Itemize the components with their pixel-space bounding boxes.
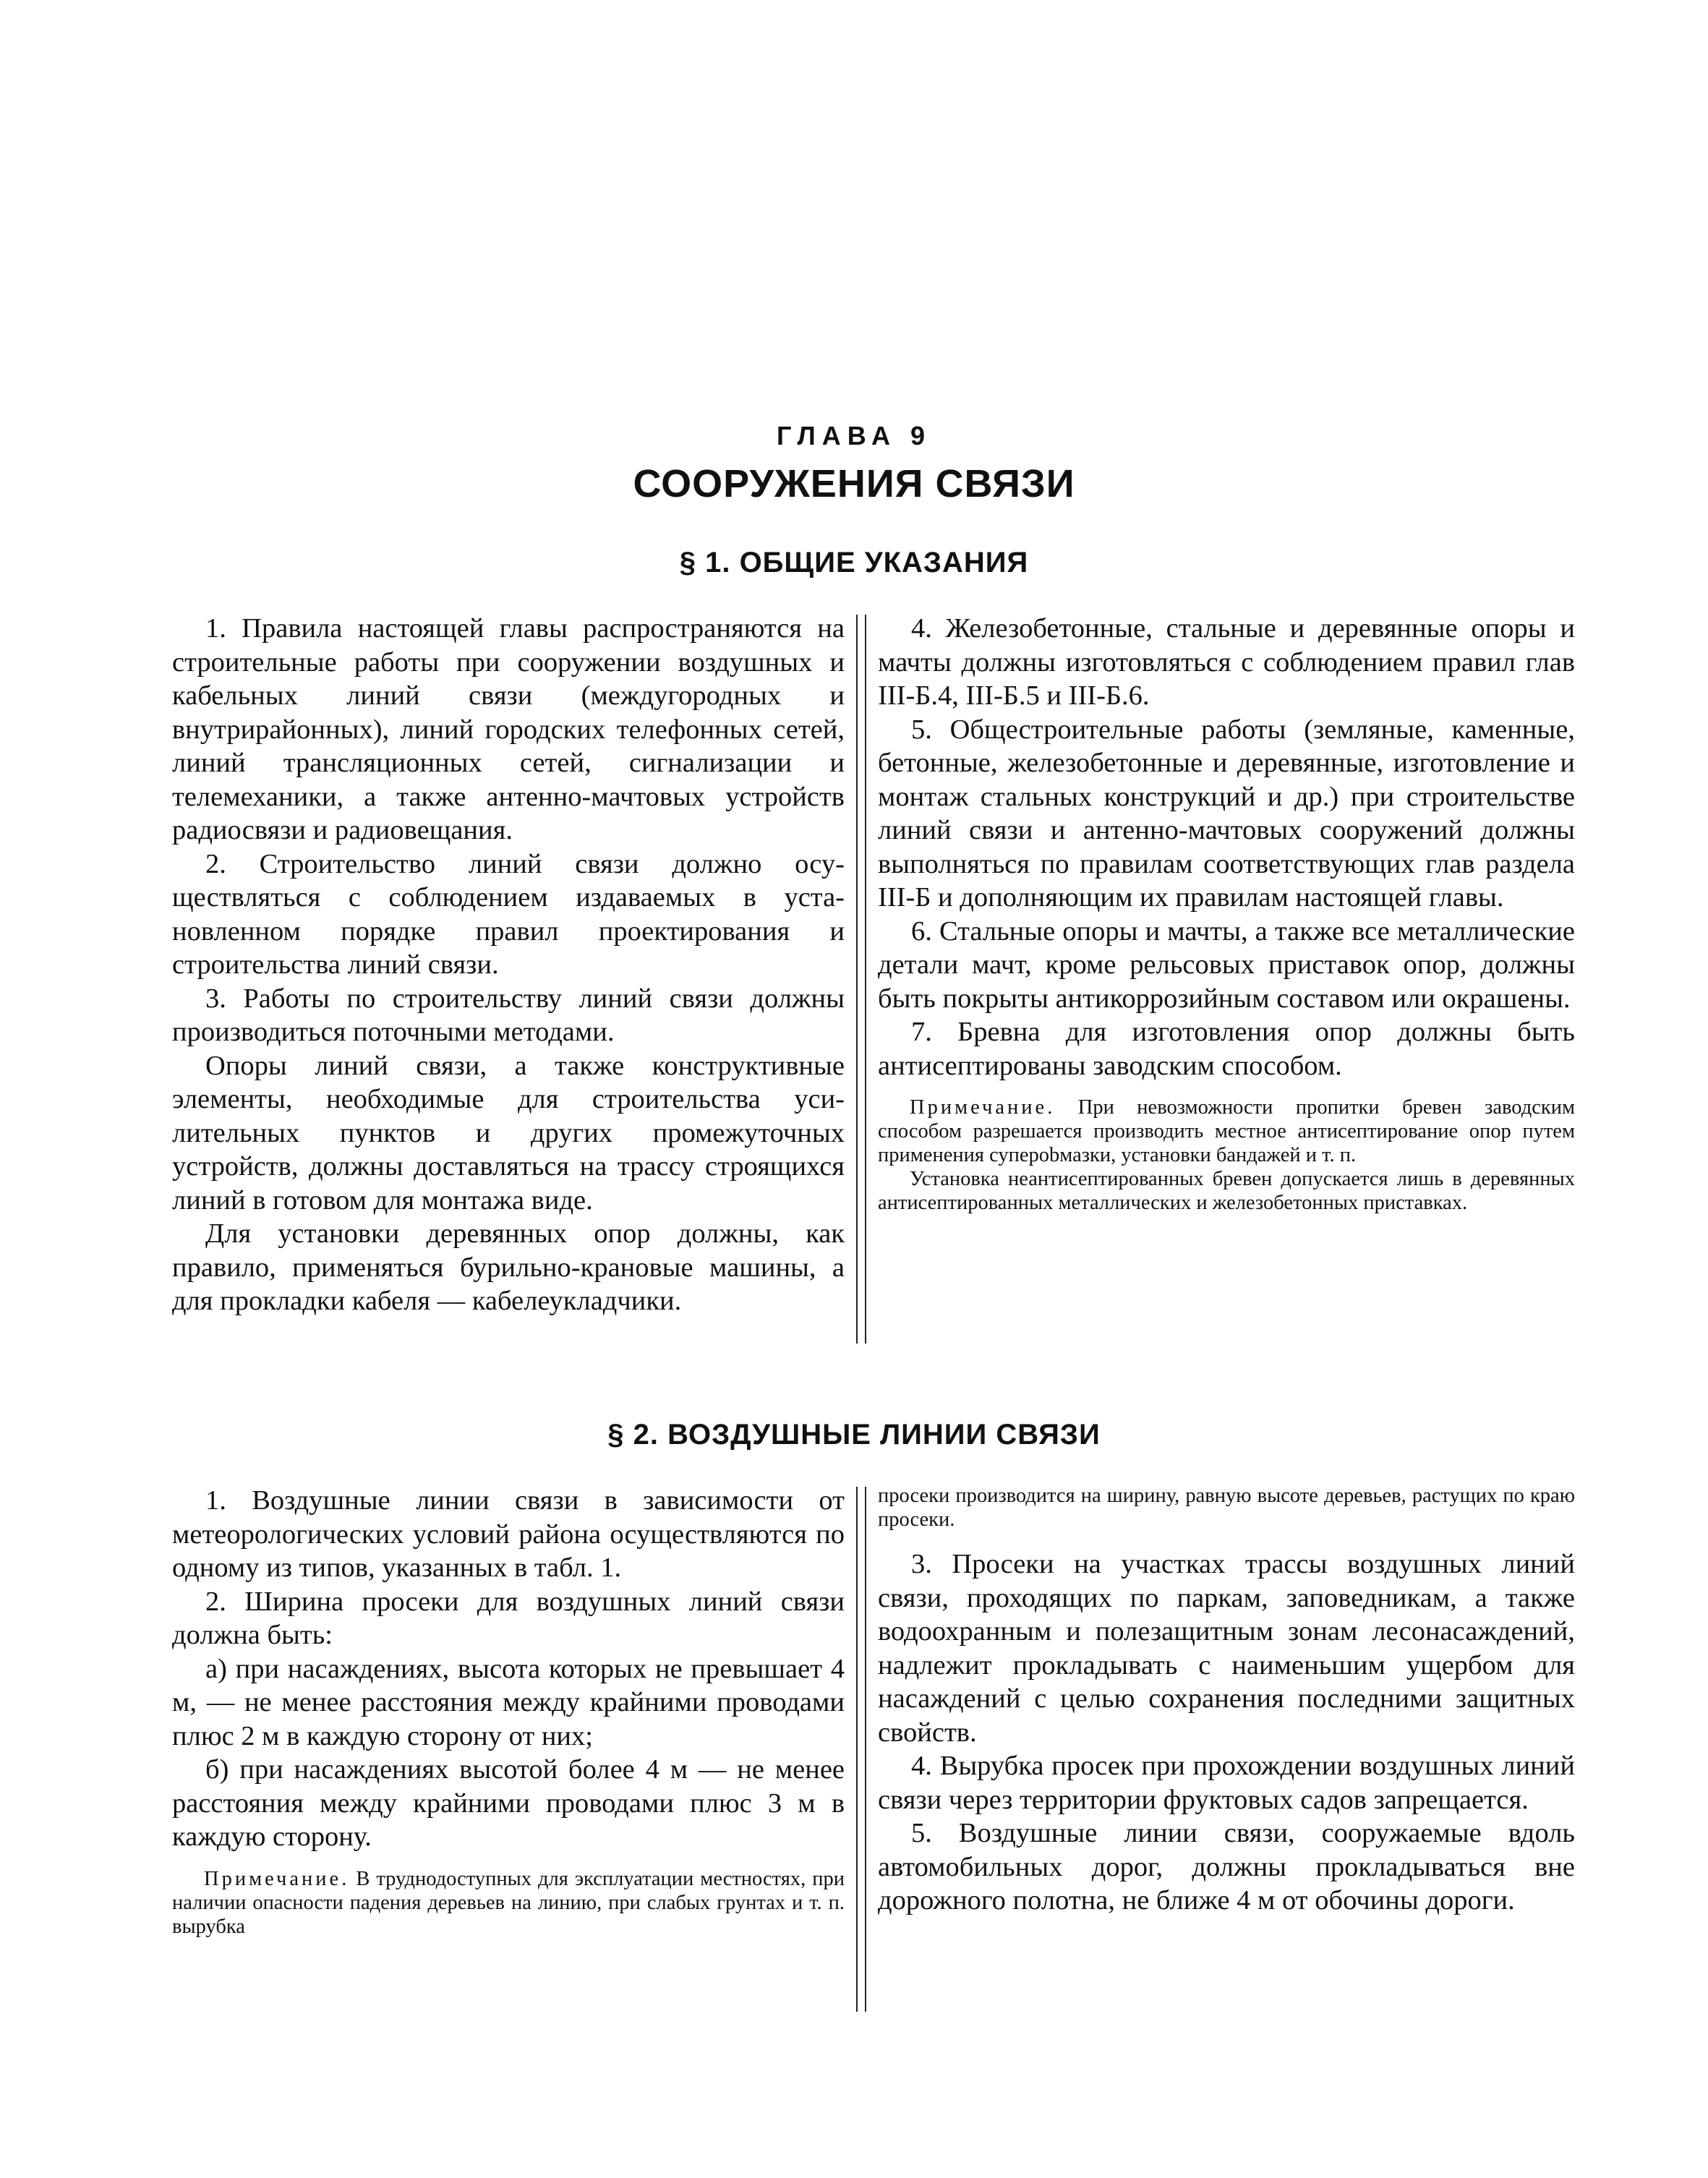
paragraph: 4. Вырубка просек при прохождении воздушных линий связи через территории фруктовых садов запрещается. — [878, 1751, 1575, 1815]
paragraph: 2. Строительство линий связи должно осуществляться с соблюдением издаваемых в установленном порядке правил проектирования и строительства линий связи. — [172, 848, 845, 980]
chapter-title: СООРУЖЕНИЯ СВЯЗИ — [633, 462, 1075, 505]
paragraph: Опоры линий связи, а также конструктивные элементы, необходимые для строительства усилительных пунктов и других промежуточных устройств, должны доставляться на трассу строящихся линий в готовом для монтажа виде. — [172, 1050, 845, 1216]
section-1-right-column — [878, 612, 1575, 1215]
paragraph: 5. Общестроительные работы (земляные, каменные, бетонные, железобетонные и деревянные, изготовление и монтаж стальных конструкций и др.) при строительстве линий связи и антенно-мачтовых сооружений должны выполняться по правилам соответствующих глав раздела III-Б и дополняющим их правилам настоящей главы. — [878, 714, 1575, 913]
note-continuation: просеки производится на ширину, равную высоте деревьев, растущих по краю просеки. — [878, 1485, 1575, 1531]
paragraph: 4. Железобетонные, стальные и деревянные опоры и мачты должны изготовляться с соблюдением правил глав III-Б.4, III-Б.5 и III-Б.6. — [878, 613, 1575, 711]
column-divider — [856, 615, 866, 1344]
paragraph: 3. Просеки на участках трассы воздушных линий связи, проходящих по паркам, заповедникам, а также водоохранным и полезащитным зонам лесонасаждений, надлежит прокладывать с наименьшим ущербом для насаждений с целью сохранения последними защитных свойств. — [878, 1549, 1575, 1748]
section-2-left-column — [172, 1484, 845, 1939]
note-continuation: Установка неантисептированных бревен допускается лишь в деревянных антисептированных металлических и железобетонных приставках. — [878, 1168, 1575, 1214]
section-2-heading: § 2. ВОЗДУШНЫЕ ЛИНИИ СВЯЗИ — [607, 1419, 1101, 1451]
section-1-heading: § 1. ОБЩИЕ УКАЗАНИЯ — [679, 547, 1029, 578]
paragraph: 7. Бревна для изготовления опор должны быть антисептированы заводским способом. — [878, 1017, 1575, 1081]
paragraph: 5. Воздушные линии связи, сооружаемые вдоль автомобильных дорог, должны прокладываться вне дорожного полотна, не ближе 4 м от обочины дороги. — [878, 1818, 1575, 1916]
paragraph: 1. Воздушные линии связи в зависимости от метеорологических условий района осуществляются по одному из типов, указанных в табл. 1. — [172, 1485, 845, 1583]
paragraph: 1. Правила настоящей главы распространяются на строительные работы при сооружении воздушных и кабельных линий связи (междугородных и внутрирайонных), линий городских телефонных сетей, линий трансляционных сетей, сигнализации и телемеханики, а также антенно-мачтовых устройств радиосвязи и радиовещания. — [172, 613, 845, 845]
paragraph: 6. Стальные опоры и мачты, а также все металлические детали мачт, кроме рельсовых приставок опор, должны быть покрыты антикоррозийным составом или окрашены. — [878, 915, 1575, 1014]
section-1-left-column — [172, 612, 845, 1318]
paragraph: Для установки деревянных опор должны, как правило, применяться бурильно-крановые машины, а для прокладки кабеля — кабелеукладчики. — [172, 1218, 845, 1316]
section-2-right-column — [878, 1484, 1575, 1918]
paragraph: 3. Работы по строительству линий связи должны производиться поточными методами. — [172, 983, 845, 1047]
note-label: Примечание. — [910, 1096, 1056, 1119]
column-divider — [856, 1487, 866, 2012]
paragraph: а) при насаждениях, высота которых не превышает 4 м, — не менее расстояния между крайними проводами плюс 2 м в каждую сторону от них; — [172, 1653, 845, 1751]
paragraph: 2. Ширина просеки для воздушных линий связи должна быть: — [172, 1586, 845, 1650]
note-text: В труднодоступных для эксплуатации местностях, при наличии опасности падения деревьев на линию, при слабых грунтах и т. п. вырубка — [172, 1867, 845, 1938]
note-label: Примечание. — [204, 1867, 350, 1890]
note — [172, 1867, 845, 1939]
note-text: При невозможности пропитки бревен заводским способом разрешается производить местное антисептирование опор путем применения суперobмазки, установки бандажей и т. п. — [878, 1096, 1575, 1166]
paragraph: б) при насаждениях высотой более 4 м — не менее расстояния между крайними проводами плюс 3 м в каждую сторону. — [172, 1754, 845, 1852]
chapter-label: ГЛАВА 9 — [777, 421, 931, 450]
note — [878, 1096, 1575, 1167]
